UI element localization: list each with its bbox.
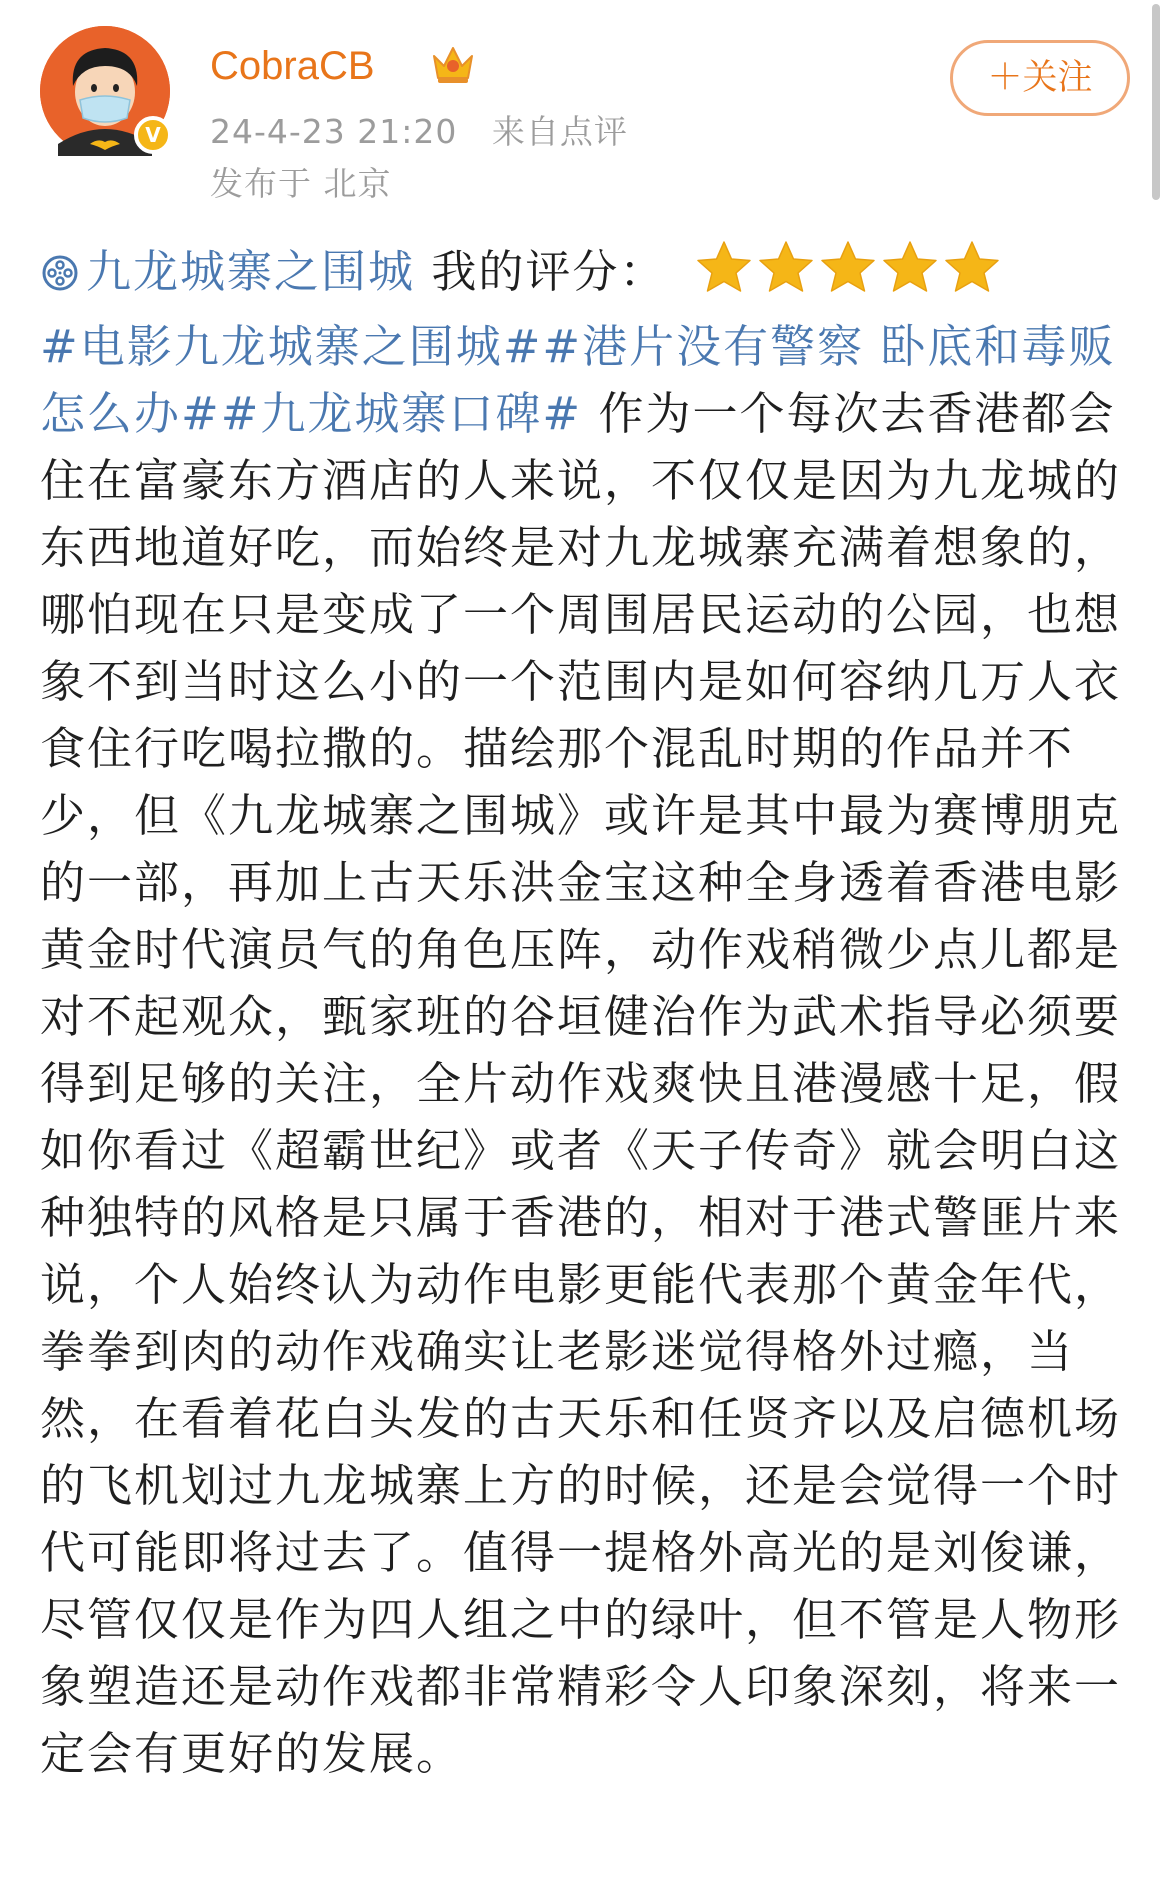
hashtag-link[interactable]: #港片没有警察 卧底和毒贩怎么办# <box>40 320 1116 440</box>
movie-title[interactable]: 九龙城寨之围城 <box>86 245 416 298</box>
post-body-text: 作为一个每次去香港都会住在富豪东方酒店的人来说，不仅仅是因为九龙城的东西地道好吃，而始终是对九龙城寨充满着想象的，哪怕现在只是变成了一个周围居民运动的公园，也想象不到当时这么小的一个范围内是如何容纳几万人衣食住行吃喝拉撒的。描绘那个混乱时期的作品并不少，但《九龙城寨之围城》或许是其中最为赛博朋克的一部，再加上古天乐洪金宝这种全身透着香港电影黄金时代演员气的角色压阵，动作戏稍微少点儿都是对不起观众，甄家班的谷垣健治作为武术指导必须要得到足够的关注，全片动作戏爽快且港漫感十足，假如你看过《超霸世纪》或者《天子传奇》就会明白这种独特的风格是只属于香港的，相对于港式警匪片来说，个人始终认为动作电影更能代表那个黄金年代，拳拳到肉的动作戏确实让老影迷觉得格外过瘾，当然，在看着花白头发的古天乐和任贤齐以及启德机场的飞机划过九龙城寨上方的时候，还是会觉得一个时代可能即将过去了。值得一提格外高光的是刘俊谦，尽管仅仅是作为四人组之中的绿叶，但不管是人物形象塑造还是动作戏都非常精彩令人印象深刻，将来一定会有更好的发展。 <box>40 387 1122 1780</box>
star-icon <box>819 239 877 295</box>
crown-icon <box>430 42 476 86</box>
verified-badge-icon: V <box>134 116 172 154</box>
rating-line <box>40 238 1132 313</box>
post-content <box>40 238 1132 1787</box>
hashtag-link[interactable]: #电影九龙城寨之围城# <box>40 320 543 373</box>
post-location: 发布于 北京 <box>210 164 392 203</box>
star-icon <box>943 239 1001 295</box>
username[interactable]: CobraCB <box>210 44 375 88</box>
hashtag-link[interactable]: #九龙城寨口碑# <box>220 387 583 440</box>
post-source[interactable]: 来自点评 <box>491 112 628 151</box>
star-icon <box>757 239 815 295</box>
scrollbar[interactable] <box>1152 4 1160 200</box>
post-header <box>40 26 1130 216</box>
film-reel-icon <box>40 253 80 293</box>
rating-stars <box>695 239 1005 313</box>
follow-button[interactable]: ＋关注 <box>950 40 1130 116</box>
star-icon <box>881 239 939 295</box>
rating-label: 我的评分： <box>431 245 667 298</box>
star-icon <box>695 239 753 295</box>
movie-link[interactable] <box>40 245 431 298</box>
avatar[interactable] <box>40 26 170 156</box>
timestamp: 24-4-23 21:20 <box>210 112 458 151</box>
post-meta <box>210 106 628 153</box>
